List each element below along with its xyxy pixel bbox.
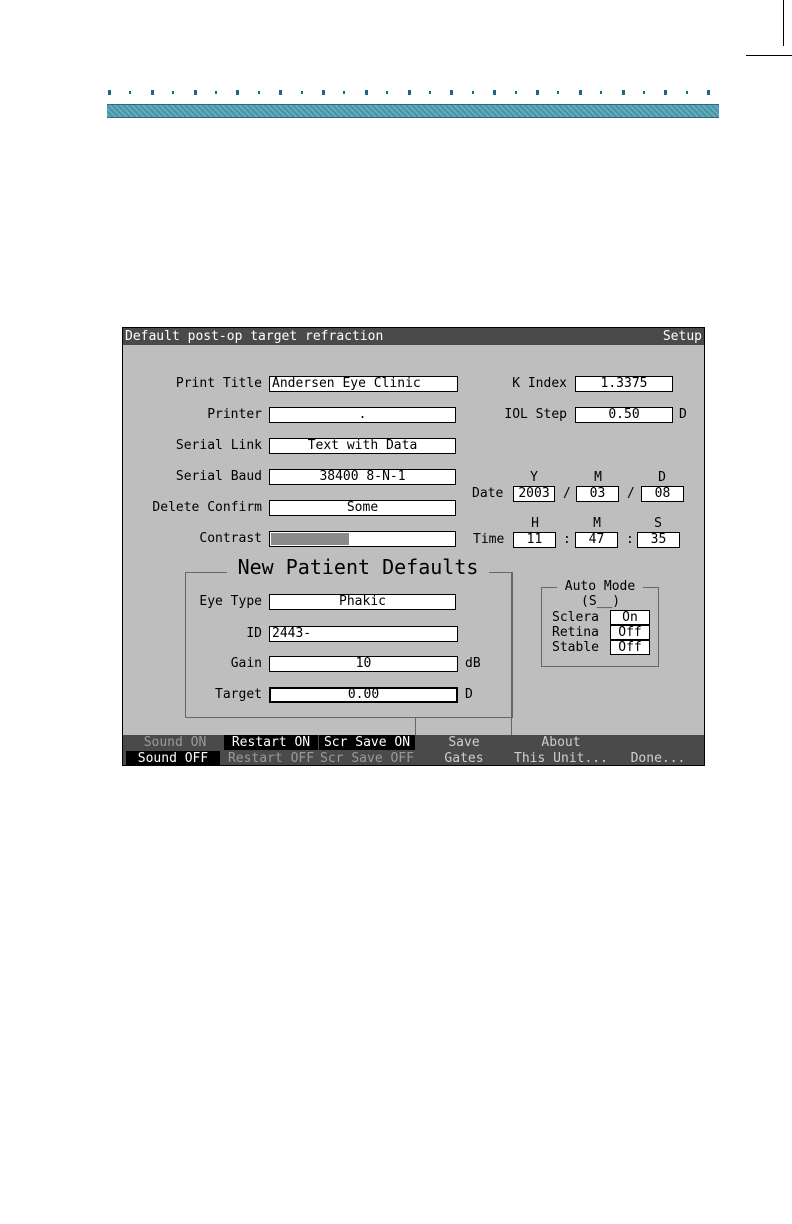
decorative-dot: [450, 90, 453, 95]
scr-save-off-softkey[interactable]: Scr Save OFF: [320, 751, 414, 766]
decorative-dot: [301, 91, 303, 94]
gain-field[interactable]: 10: [269, 656, 458, 672]
time-minute-header: M: [593, 516, 601, 531]
restart-on-softkey[interactable]: Restart ON: [224, 735, 318, 750]
decorative-dot: [258, 91, 260, 94]
date-day-header: D: [658, 470, 666, 485]
crop-mark-top: [783, 0, 784, 46]
eye-type-label: Eye Type: [199, 594, 262, 609]
target-unit: D: [465, 687, 473, 702]
time-second-field[interactable]: 35: [637, 532, 680, 548]
k-index-field[interactable]: 1.3375: [575, 376, 673, 392]
auto-mode-code: (S__): [581, 594, 621, 609]
time-second-header: S: [654, 516, 662, 531]
decorative-dot: [429, 91, 431, 94]
decorative-dot: [215, 91, 217, 94]
decorative-dot: [236, 90, 239, 95]
decorative-dot: [279, 90, 282, 95]
new-patient-group-extension: [511, 572, 512, 737]
decorative-dot: [151, 90, 154, 95]
print-title-label: Print Title: [175, 376, 262, 391]
serial-link-field[interactable]: Text with Data: [269, 438, 456, 454]
screen-title: Default post-op target refraction: [125, 329, 384, 344]
serial-baud-label: Serial Baud: [175, 469, 262, 484]
serial-link-label: Serial Link: [175, 438, 262, 453]
time-separator-2: :: [626, 532, 634, 547]
retina-field[interactable]: Off: [610, 625, 650, 640]
header-band: [107, 104, 719, 118]
sound-on-softkey[interactable]: Sound ON: [143, 735, 207, 750]
decorative-dot: [108, 90, 111, 95]
eye-type-field[interactable]: Phakic: [269, 594, 456, 610]
id-field[interactable]: 2443-: [269, 626, 458, 642]
about-softkey-line2[interactable]: This Unit...: [514, 751, 608, 766]
sound-off-softkey[interactable]: Sound OFF: [126, 751, 220, 766]
printer-label: Printer: [207, 407, 262, 422]
date-month-header: M: [594, 470, 602, 485]
date-month-field[interactable]: 03: [576, 486, 619, 502]
time-minute-field[interactable]: 47: [575, 532, 618, 548]
time-separator-1: :: [563, 532, 571, 547]
stable-field[interactable]: Off: [610, 640, 650, 655]
auto-mode-title: Auto Mode: [557, 579, 643, 595]
iol-step-unit: D: [679, 407, 687, 422]
decorative-dot: [322, 90, 325, 95]
screen-mode: Setup: [662, 329, 702, 344]
target-label: Target: [215, 687, 262, 702]
decorative-dot: [600, 91, 602, 94]
contrast-label: Contrast: [199, 531, 262, 546]
new-patient-title: New Patient Defaults: [227, 554, 489, 580]
decorative-dot: [343, 91, 345, 94]
sclera-field[interactable]: On: [610, 610, 650, 625]
decorative-dots: [108, 88, 720, 98]
date-year-header: Y: [530, 470, 538, 485]
k-index-label: K Index: [512, 376, 567, 391]
save-gates-softkey-line1[interactable]: Save: [448, 735, 480, 750]
save-gates-softkey-line2[interactable]: Gates: [444, 751, 484, 766]
restart-off-softkey[interactable]: Restart OFF: [227, 751, 315, 766]
decorative-dot: [557, 91, 559, 94]
time-hour-field[interactable]: 11: [513, 532, 556, 548]
delete-confirm-field[interactable]: Some: [269, 500, 456, 516]
decorative-dot: [515, 91, 517, 94]
decorative-dot: [707, 90, 710, 95]
decorative-dot: [386, 91, 388, 94]
decorative-dot: [472, 91, 474, 94]
date-separator-1: /: [563, 486, 571, 501]
decorative-dot: [622, 90, 625, 95]
title-bar: [123, 328, 704, 345]
decorative-dot: [129, 91, 131, 94]
decorative-dot: [172, 91, 174, 94]
serial-baud-field[interactable]: 38400 8-N-1: [269, 469, 456, 485]
decorative-dot: [664, 90, 667, 95]
iol-step-field[interactable]: 0.50: [575, 407, 673, 423]
date-separator-2: /: [627, 486, 635, 501]
decorative-dot: [686, 91, 688, 94]
scr-save-on-softkey[interactable]: Scr Save ON: [319, 735, 415, 750]
contrast-level-fill: [271, 533, 349, 545]
sclera-label: Sclera: [552, 610, 599, 625]
decorative-dot: [194, 90, 197, 95]
gain-unit: dB: [465, 656, 481, 671]
decorative-dot: [536, 90, 539, 95]
decorative-dot: [408, 90, 411, 95]
target-field[interactable]: 0.00: [269, 687, 458, 703]
about-softkey-line1[interactable]: About: [541, 735, 581, 750]
new-patient-group-tail: [415, 717, 416, 737]
gain-label: Gain: [230, 656, 262, 671]
decorative-dot: [365, 90, 368, 95]
device-screen: [122, 327, 705, 766]
delete-confirm-label: Delete Confirm: [152, 500, 262, 515]
decorative-dot: [493, 90, 496, 95]
done-softkey[interactable]: Done...: [630, 751, 686, 766]
decorative-dot: [579, 90, 582, 95]
time-label: Time: [473, 532, 505, 547]
id-label: ID: [246, 626, 262, 641]
time-hour-header: H: [531, 516, 539, 531]
print-title-field[interactable]: Andersen Eye Clinic: [269, 376, 458, 392]
retina-label: Retina: [552, 625, 599, 640]
stable-label: Stable: [552, 640, 599, 655]
date-label: Date: [472, 486, 504, 501]
printer-field[interactable]: .: [269, 407, 456, 423]
contrast-slider[interactable]: [269, 531, 456, 547]
crop-mark-left: [746, 55, 792, 56]
iol-step-label: IOL Step: [504, 407, 567, 422]
date-day-field[interactable]: 08: [641, 486, 684, 502]
soft-key-bar: [123, 735, 704, 766]
decorative-dot: [643, 91, 645, 94]
date-year-field[interactable]: 2003: [513, 486, 555, 502]
